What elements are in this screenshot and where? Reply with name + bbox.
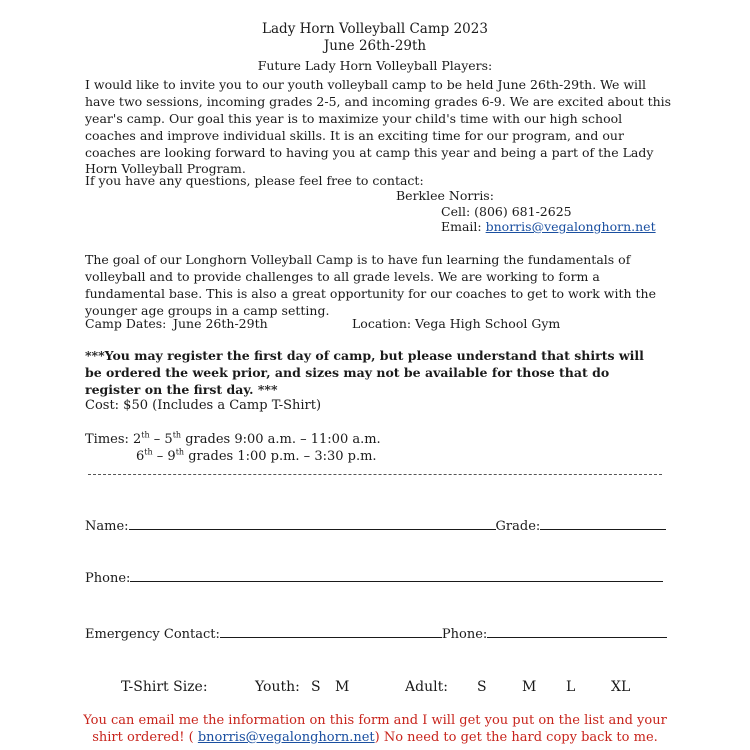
emergency-contact-label: Emergency Contact: — [85, 627, 220, 642]
grade-field[interactable] — [540, 516, 666, 530]
emergency-contact-field[interactable] — [220, 624, 442, 638]
phone-label: Phone: — [85, 571, 131, 586]
youth-size-m[interactable]: M — [335, 679, 350, 695]
adult-size-xl[interactable]: XL — [611, 679, 631, 695]
camp-dates-label: Camp Dates: — [85, 316, 167, 331]
footer-line-2: shirt ordered! ( bnorris@vegalonghorn.net) No need to get the hard copy back to me. — [92, 730, 658, 745]
emergency-phone-label: Phone: — [441, 627, 488, 642]
emergency-field-row — [85, 624, 667, 644]
adult-size-s[interactable]: S — [477, 679, 487, 695]
intro-paragraph: I would like to invite you to our youth volleyball camp to be held June 26th-29th. We will have two sessions, incoming grades 2-5, and incoming grades 6-9. We are excited about this year's camp. Our goal this year is to maximize your child's time with our high school coaches and improve individual skills. It is an exciting time for our program, and our coaches are looking forward to having you at camp this year and being a part of the Lady Horn Volleyball Program. — [85, 77, 672, 177]
contact-email-link[interactable]: bnorris@vegalonghorn.net — [485, 219, 656, 234]
page-title: Lady Horn Volleyball Camp 2023 — [262, 21, 488, 37]
contact-name: Berklee Norris: — [396, 188, 494, 203]
footer-line-1: You can email me the information on this form and I will get you put on the list and your — [83, 713, 667, 728]
tshirt-size-label: T-Shirt Size: — [121, 679, 208, 695]
camp-location: Location: Vega High School Gym — [352, 316, 561, 331]
registration-notice: ***You may register the first day of camp, but please understand that shirts will be ordered the week prior, and sizes may not be available for those that do register on the first day. *** — [85, 348, 644, 397]
cost: Cost: $50 (Includes a Camp T-Shirt) — [85, 398, 322, 413]
adult-size-l[interactable]: L — [566, 679, 576, 695]
adult-label: Adult: — [405, 679, 448, 695]
emergency-phone-field[interactable] — [487, 624, 667, 638]
phone-field-row — [85, 568, 663, 588]
contact-email-label: Email: — [441, 219, 486, 234]
salutation: Future Lady Horn Volleyball Players: — [257, 58, 493, 73]
times-row-2: 6th – 9th grades 1:00 p.m. – 3:30 p.m. — [136, 447, 377, 464]
times-row-1: 2th – 5th grades 9:00 a.m. – 11:00 a.m. — [133, 430, 381, 447]
footer-email-link[interactable]: bnorris@vegalonghorn.net — [197, 730, 375, 745]
adult-size-m[interactable]: M — [522, 679, 537, 695]
phone-field[interactable] — [130, 568, 663, 582]
camp-dates-value: June 26th-29th — [173, 316, 268, 331]
times-label: Times: — [85, 432, 129, 447]
cut-line-divider — [88, 474, 662, 475]
name-field[interactable] — [129, 516, 496, 530]
contact-email-row — [441, 219, 656, 236]
name-field-row — [85, 516, 666, 536]
youth-label: Youth: — [255, 679, 300, 695]
camp-dates-heading: June 26th-29th — [323, 38, 427, 54]
name-label: Name: — [85, 519, 129, 534]
youth-size-s[interactable]: S — [311, 679, 321, 695]
contact-prompt: If you have any questions, please feel free to contact: — [85, 173, 424, 188]
goal-paragraph: The goal of our Longhorn Volleyball Camp is to have fun learning the fundamentals of volleyball and to provide challenges to all grade levels. We are working to form a fundamental base. This is also a great opportunity for our coaches to get to work with the younger age groups in a camp setting. — [85, 252, 656, 318]
grade-label: Grade: — [495, 519, 541, 534]
contact-cell: Cell: (806) 681-2625 — [441, 204, 572, 219]
